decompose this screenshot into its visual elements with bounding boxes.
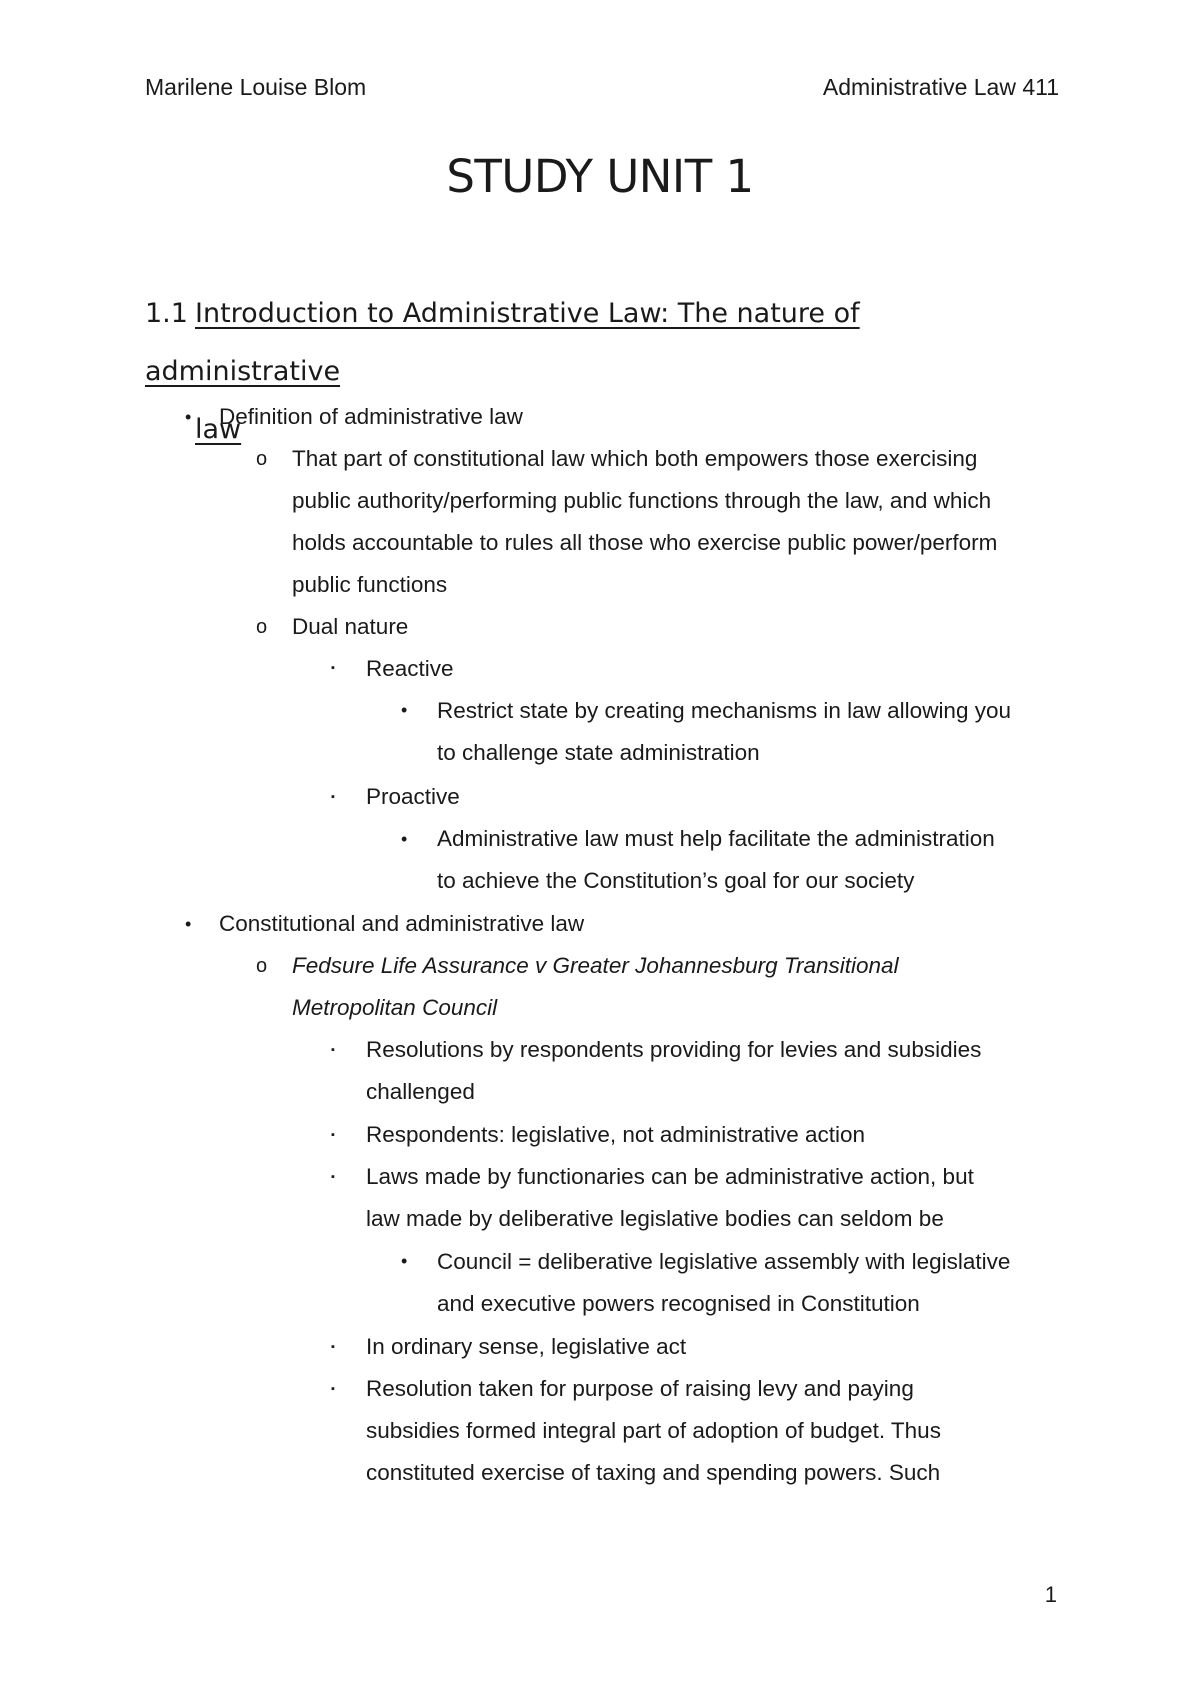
section-number: 1.1: [145, 298, 188, 329]
list-item-continuation: law made by deliberative legislative bodies can seldom be: [366, 1206, 944, 1231]
list-item: Resolution taken for purpose of raising levy and paying: [366, 1376, 914, 1401]
bullet-square-marker: ▪: [331, 1383, 335, 1395]
bullet-square-marker: ▪: [331, 1171, 335, 1183]
page-number: 1: [1044, 1582, 1057, 1607]
bullet-disc-marker: •: [401, 829, 408, 849]
case-name: Fedsure Life Assurance v Greater Johannesburg Transitional: [292, 953, 899, 978]
list-item-continuation: public functions: [292, 572, 448, 597]
header-course: Administrative Law 411: [822, 74, 1059, 100]
bullet-square-marker: ▪: [331, 1341, 335, 1353]
bullet-square-marker: ▪: [331, 1044, 335, 1056]
list-item: Proactive: [366, 784, 460, 809]
list-item-continuation: holds accountable to rules all those who exercise public power/perform: [292, 530, 998, 555]
list-item: Constitutional and administrative law: [219, 911, 585, 936]
bullet-disc-marker: •: [185, 914, 192, 934]
list-item: That part of constitutional law which both empowers those exercising: [292, 446, 978, 471]
list-item-continuation: and executive powers recognised in Constitution: [437, 1291, 920, 1316]
bullet-circle-marker: o: [256, 955, 268, 977]
list-item: Definition of administrative law: [219, 404, 523, 429]
bullet-square-marker: ▪: [331, 662, 335, 674]
list-item-continuation: to achieve the Constitution’s goal for our society: [437, 868, 915, 893]
list-item-continuation: subsidies formed integral part of adoption of budget. Thus: [366, 1418, 941, 1443]
header-author: Marilene Louise Blom: [145, 74, 367, 100]
list-item-continuation: challenged: [366, 1079, 475, 1104]
bullet-square-marker: ▪: [331, 791, 335, 803]
bullet-circle-marker: o: [256, 616, 268, 638]
list-item-continuation: to challenge state administration: [437, 740, 760, 765]
section-title-line-1: Introduction to Administrative Law: The nature of administrative: [145, 298, 860, 387]
list-item: In ordinary sense, legislative act: [366, 1334, 687, 1359]
list-item: Council = deliberative legislative assembly with legislative: [437, 1249, 1011, 1274]
bullet-circle-marker: o: [256, 448, 268, 470]
bullet-square-marker: ▪: [331, 1129, 335, 1141]
page-title: STUDY UNIT 1: [446, 150, 754, 203]
list-item: Laws made by functionaries can be administrative action, but: [366, 1164, 974, 1189]
list-item: Restrict state by creating mechanisms in law allowing you: [437, 698, 1011, 723]
bullet-disc-marker: •: [185, 407, 192, 427]
list-item: Administrative law must help facilitate the administration: [437, 826, 995, 851]
list-item-continuation: constituted exercise of taxing and spending powers. Such: [366, 1460, 941, 1485]
list-item: Dual nature: [292, 614, 409, 639]
list-item: Resolutions by respondents providing for levies and subsidies: [366, 1037, 982, 1062]
list-item-continuation: public authority/performing public functions through the law, and which: [292, 488, 992, 513]
bullet-disc-marker: •: [401, 700, 408, 720]
case-name-continuation: Metropolitan Council: [292, 995, 498, 1020]
list-item: Reactive: [366, 656, 454, 681]
list-item: Respondents: legislative, not administrative action: [366, 1122, 866, 1147]
section-title-line-2: law: [195, 414, 242, 445]
bullet-disc-marker: •: [401, 1251, 408, 1271]
section-heading: [145, 285, 1045, 459]
